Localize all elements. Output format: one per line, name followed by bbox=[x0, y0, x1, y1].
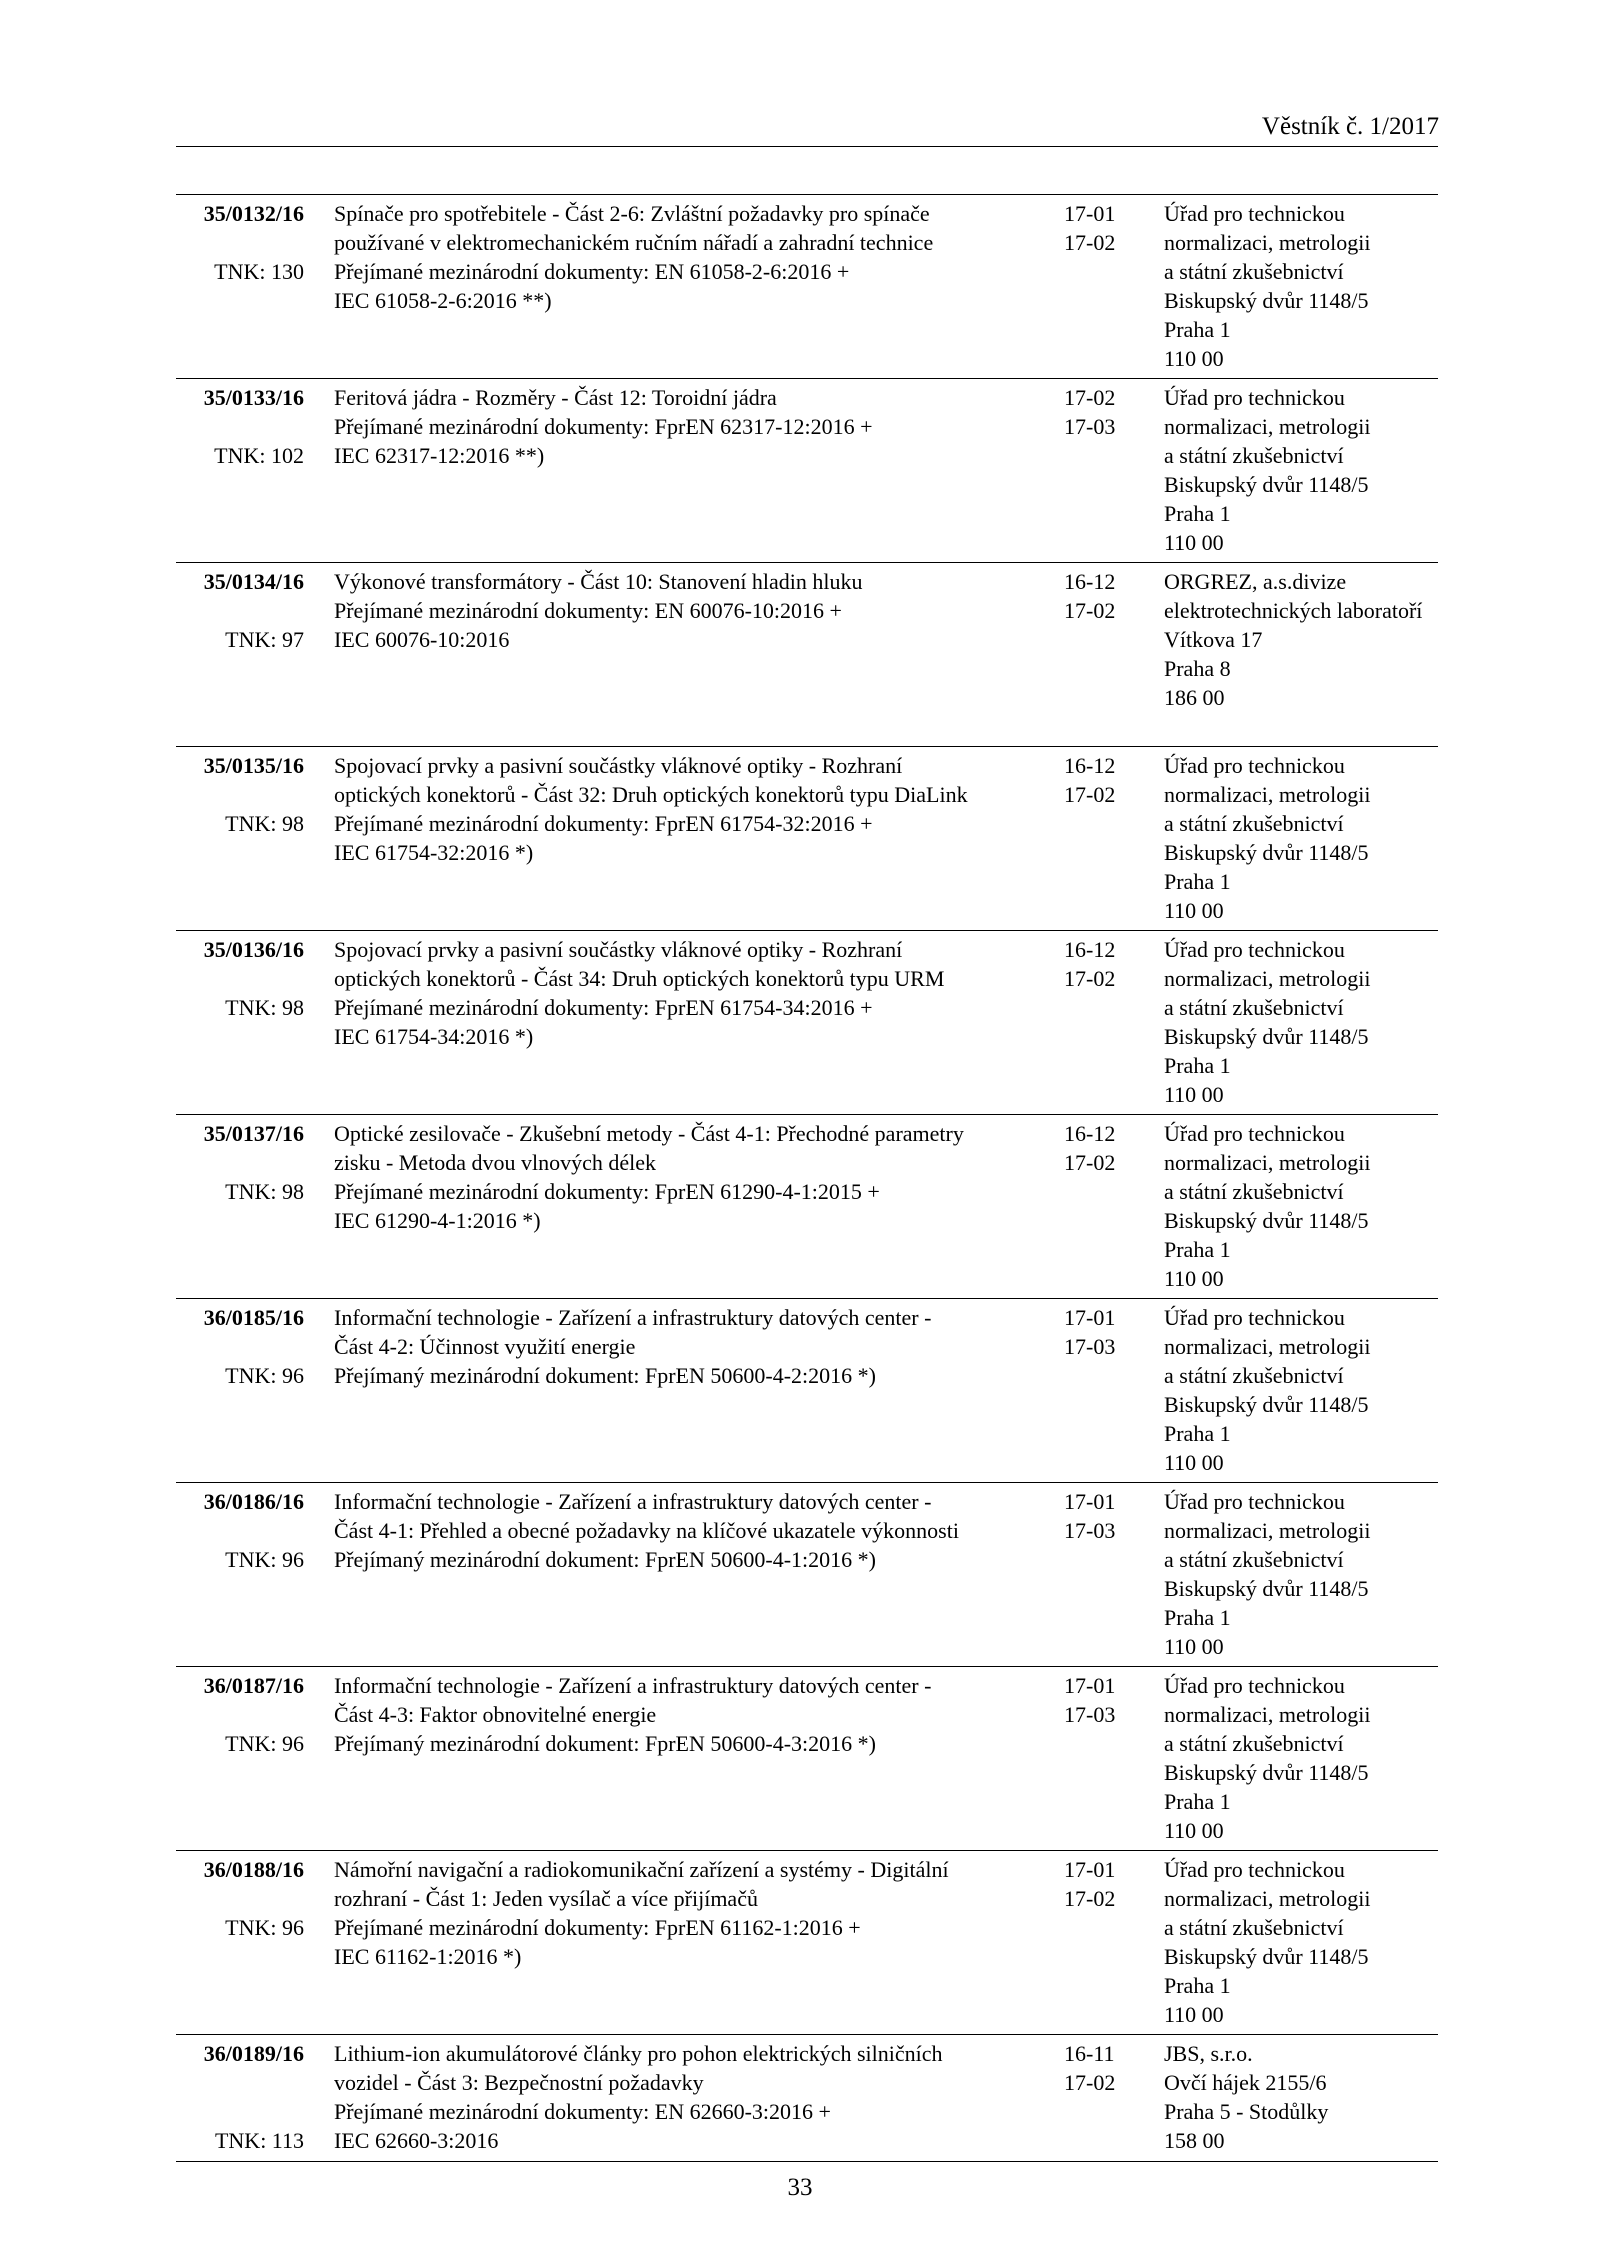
entry-address-line: Úřad pro technickou bbox=[1164, 937, 1345, 962]
entry-address-line: 110 00 bbox=[1164, 346, 1224, 371]
entry-address-line: Úřad pro technickou bbox=[1164, 1857, 1345, 1882]
entry-date: 16-12 bbox=[1064, 937, 1116, 962]
header-rule bbox=[176, 146, 1438, 147]
table-row bbox=[176, 1666, 1438, 1850]
entry-id-column bbox=[176, 751, 304, 836]
entry-address-line: Praha 1 bbox=[1164, 1421, 1231, 1446]
entry-title-line: zisku - Metoda dvou vlnových délek bbox=[334, 1150, 656, 1175]
entry-address bbox=[1164, 1119, 1438, 1293]
entry-title-line: Část 4-1: Přehled a obecné požadavky na klíčové ukazatele výkonnosti bbox=[334, 1518, 959, 1543]
entry-dates bbox=[1064, 383, 1134, 441]
entry-dates bbox=[1064, 199, 1134, 257]
entry-date: 16-11 bbox=[1064, 2041, 1115, 2066]
entry-date: 17-01 bbox=[1064, 1857, 1116, 1882]
entry-id-column bbox=[176, 1487, 304, 1572]
entry-address bbox=[1164, 1487, 1438, 1661]
entry-address-line: a státní zkušebnictví bbox=[1164, 259, 1344, 284]
entry-address-line: Biskupský dvůr 1148/5 bbox=[1164, 288, 1369, 313]
entry-number: 36/0189/16 bbox=[203, 2041, 304, 2066]
entry-title bbox=[334, 1671, 1034, 1758]
entry-title-line: Přejímaný mezinárodní dokument: FprEN 50600-4-2:2016 *) bbox=[334, 1363, 876, 1388]
entry-address-line: Biskupský dvůr 1148/5 bbox=[1164, 472, 1369, 497]
entry-address-line: normalizaci, metrologii bbox=[1164, 1334, 1371, 1359]
entry-date: 17-01 bbox=[1064, 201, 1116, 226]
entry-title bbox=[334, 2039, 1034, 2155]
entry-title-line: IEC 61754-34:2016 *) bbox=[334, 1024, 534, 1049]
entry-address-line: ORGREZ, a.s.divize bbox=[1164, 569, 1347, 594]
entry-address-line: 110 00 bbox=[1164, 1450, 1224, 1475]
entry-title-line: IEC 61058-2-6:2016 **) bbox=[334, 288, 552, 313]
table-row bbox=[176, 194, 1438, 378]
entry-address-line: a státní zkušebnictví bbox=[1164, 995, 1344, 1020]
entry-date: 17-01 bbox=[1064, 1673, 1116, 1698]
entry-id-column bbox=[176, 1303, 304, 1388]
entry-number: 35/0136/16 bbox=[203, 937, 304, 962]
entry-title-line: Přejímané mezinárodní dokumenty: EN 61058-2-6:2016 + bbox=[334, 259, 850, 284]
entry-dates bbox=[1064, 935, 1134, 993]
entry-address-line: a státní zkušebnictví bbox=[1164, 1731, 1344, 1756]
entry-title-line: IEC 61162-1:2016 *) bbox=[334, 1944, 522, 1969]
entry-title-line: Optické zesilovače - Zkušební metody - Část 4-1: Přechodné parametry bbox=[334, 1121, 964, 1146]
entry-date: 17-03 bbox=[1064, 1518, 1116, 1543]
entry-dates bbox=[1064, 751, 1134, 809]
entry-address-line: Biskupský dvůr 1148/5 bbox=[1164, 1576, 1369, 1601]
entry-title-line: Feritová jádra - Rozměry - Část 12: Toroidní jádra bbox=[334, 385, 777, 410]
entry-address-line: 158 00 bbox=[1164, 2128, 1225, 2153]
entry-title-line: Přejímané mezinárodní dokumenty: FprEN 61754-34:2016 + bbox=[334, 995, 873, 1020]
entry-id-column bbox=[176, 199, 304, 284]
entry-address-line: a státní zkušebnictví bbox=[1164, 1179, 1344, 1204]
entry-address bbox=[1164, 383, 1438, 557]
entry-address bbox=[1164, 199, 1438, 373]
entry-tnk: TNK: 96 bbox=[225, 1363, 304, 1388]
entry-title-line: Lithium-ion akumulátorové články pro pohon elektrických silničních bbox=[334, 2041, 943, 2066]
entry-title-line: Přejímané mezinárodní dokumenty: FprEN 61290-4-1:2015 + bbox=[334, 1179, 880, 1204]
entry-dates bbox=[1064, 1671, 1134, 1729]
entry-title-line: Přejímané mezinárodní dokumenty: FprEN 61754-32:2016 + bbox=[334, 811, 873, 836]
entry-tnk: TNK: 98 bbox=[225, 1179, 304, 1204]
entry-tnk: TNK: 102 bbox=[214, 443, 304, 468]
entry-title bbox=[334, 1119, 1034, 1235]
entry-date: 17-03 bbox=[1064, 1702, 1116, 1727]
entry-address-line: 110 00 bbox=[1164, 1818, 1224, 1843]
entry-address bbox=[1164, 1671, 1438, 1845]
entry-title-line: optických konektorů - Část 34: Druh optických konektorů typu URM bbox=[334, 966, 945, 991]
entry-address bbox=[1164, 2039, 1438, 2155]
entry-title-line: IEC 60076-10:2016 bbox=[334, 627, 510, 652]
entry-tnk: TNK: 113 bbox=[214, 2128, 304, 2153]
entry-tnk: TNK: 96 bbox=[225, 1547, 304, 1572]
entry-date: 17-02 bbox=[1064, 1150, 1116, 1175]
entry-title-line: IEC 61290-4-1:2016 *) bbox=[334, 1208, 541, 1233]
entry-address-line: Úřad pro technickou bbox=[1164, 1673, 1345, 1698]
entry-id-column bbox=[176, 2039, 304, 2153]
entry-address-line: elektrotechnických laboratoří bbox=[1164, 598, 1423, 623]
table-row bbox=[176, 562, 1438, 746]
entry-address-line: 110 00 bbox=[1164, 1266, 1224, 1291]
entry-date: 16-12 bbox=[1064, 1121, 1116, 1146]
entry-title-line: Výkonové transformátory - Část 10: Stanovení hladin hluku bbox=[334, 569, 863, 594]
entry-address-line: Biskupský dvůr 1148/5 bbox=[1164, 1392, 1369, 1417]
entry-title-line: Námořní navigační a radiokomunikační zařízení a systémy - Digitální bbox=[334, 1857, 949, 1882]
entry-number: 35/0137/16 bbox=[203, 1121, 304, 1146]
entry-title-line: Spojovací prvky a pasivní součástky vláknové optiky - Rozhraní bbox=[334, 937, 903, 962]
entry-address-line: normalizaci, metrologii bbox=[1164, 1518, 1371, 1543]
entry-number: 35/0132/16 bbox=[203, 201, 304, 226]
entry-number: 35/0134/16 bbox=[203, 569, 304, 594]
entry-title-line: Informační technologie - Zařízení a infrastruktury datových center - bbox=[334, 1673, 932, 1698]
entry-date: 17-02 bbox=[1064, 782, 1116, 807]
entry-address-line: Biskupský dvůr 1148/5 bbox=[1164, 1944, 1369, 1969]
entry-address-line: 186 00 bbox=[1164, 685, 1225, 710]
entry-address-line: Praha 8 bbox=[1164, 656, 1231, 681]
entry-title-line: Přejímané mezinárodní dokumenty: FprEN 61162-1:2016 + bbox=[334, 1915, 861, 1940]
entry-date: 17-02 bbox=[1064, 598, 1116, 623]
entry-address-line: a státní zkušebnictví bbox=[1164, 1547, 1344, 1572]
entry-dates bbox=[1064, 1487, 1134, 1545]
entry-id-column bbox=[176, 1119, 304, 1204]
entry-title bbox=[334, 1855, 1034, 1971]
entry-address-line: normalizaci, metrologii bbox=[1164, 1702, 1371, 1727]
entry-address bbox=[1164, 751, 1438, 925]
entry-address-line: normalizaci, metrologii bbox=[1164, 966, 1371, 991]
entry-address-line: a státní zkušebnictví bbox=[1164, 443, 1344, 468]
entry-address-line: Praha 1 bbox=[1164, 1605, 1231, 1630]
entry-title-line: optických konektorů - Část 32: Druh optických konektorů typu DiaLink bbox=[334, 782, 968, 807]
entry-dates bbox=[1064, 1119, 1134, 1177]
entry-title bbox=[334, 1303, 1034, 1390]
entry-id-column bbox=[176, 567, 304, 652]
entry-address-line: Praha 1 bbox=[1164, 1053, 1231, 1078]
entry-address-line: Biskupský dvůr 1148/5 bbox=[1164, 1208, 1369, 1233]
entry-address-line: Praha 5 - Stodůlky bbox=[1164, 2099, 1329, 2124]
entry-title-line: Přejímané mezinárodní dokumenty: EN 60076-10:2016 + bbox=[334, 598, 842, 623]
entry-address-line: 110 00 bbox=[1164, 898, 1224, 923]
entry-address-line: Úřad pro technickou bbox=[1164, 1489, 1345, 1514]
entry-date: 17-01 bbox=[1064, 1489, 1116, 1514]
entry-title-line: IEC 62660-3:2016 bbox=[334, 2128, 499, 2153]
entry-address-line: normalizaci, metrologii bbox=[1164, 1886, 1371, 1911]
standards-table bbox=[176, 194, 1438, 2162]
entry-date: 17-01 bbox=[1064, 1305, 1116, 1330]
entry-title-line: Přejímaný mezinárodní dokument: FprEN 50600-4-3:2016 *) bbox=[334, 1731, 876, 1756]
entry-address bbox=[1164, 1303, 1438, 1477]
entry-address-line: 110 00 bbox=[1164, 1634, 1224, 1659]
entry-address-line: normalizaci, metrologii bbox=[1164, 1150, 1371, 1175]
entry-tnk: TNK: 96 bbox=[225, 1915, 304, 1940]
entry-address bbox=[1164, 567, 1438, 712]
table-row bbox=[176, 1114, 1438, 1298]
entry-address-line: Biskupský dvůr 1148/5 bbox=[1164, 840, 1369, 865]
entry-tnk: TNK: 130 bbox=[214, 259, 304, 284]
entry-address-line: 110 00 bbox=[1164, 1082, 1224, 1107]
entry-address-line: Úřad pro technickou bbox=[1164, 201, 1345, 226]
entry-title-line: Část 4-2: Účinnost využití energie bbox=[334, 1334, 636, 1359]
entry-address-line: Úřad pro technickou bbox=[1164, 1121, 1345, 1146]
entry-dates bbox=[1064, 2039, 1134, 2097]
entry-title-line: rozhraní - Část 1: Jeden vysílač a více přijímačů bbox=[334, 1886, 758, 1911]
entry-date: 17-02 bbox=[1064, 385, 1116, 410]
entry-dates bbox=[1064, 1303, 1134, 1361]
entry-address-line: Praha 1 bbox=[1164, 1789, 1231, 1814]
entry-title bbox=[334, 199, 1034, 315]
entry-number: 35/0135/16 bbox=[203, 753, 304, 778]
entry-id-column bbox=[176, 935, 304, 1020]
entry-address-line: Úřad pro technickou bbox=[1164, 385, 1345, 410]
entry-address-line: a státní zkušebnictví bbox=[1164, 811, 1344, 836]
entry-title-line: Spínače pro spotřebitele - Část 2-6: Zvláštní požadavky pro spínače bbox=[334, 201, 930, 226]
entry-number: 35/0133/16 bbox=[203, 385, 304, 410]
entry-title-line: Přejímaný mezinárodní dokument: FprEN 50600-4-1:2016 *) bbox=[334, 1547, 876, 1572]
entry-address-line: a státní zkušebnictví bbox=[1164, 1915, 1344, 1940]
entry-address-line: Praha 1 bbox=[1164, 317, 1231, 342]
entry-title-line: Informační technologie - Zařízení a infrastruktury datových center - bbox=[334, 1305, 932, 1330]
entry-address-line: a státní zkušebnictví bbox=[1164, 1363, 1344, 1388]
entry-address-line: Vítkova 17 bbox=[1164, 627, 1263, 652]
page-number: 33 bbox=[787, 2174, 813, 2201]
entry-address bbox=[1164, 935, 1438, 1109]
entry-address-line: Úřad pro technickou bbox=[1164, 753, 1345, 778]
entry-address-line: normalizaci, metrologii bbox=[1164, 782, 1371, 807]
entry-address-line: Úřad pro technickou bbox=[1164, 1305, 1345, 1330]
entry-title-line: Přejímané mezinárodní dokumenty: EN 62660-3:2016 + bbox=[334, 2099, 831, 2124]
entry-number: 36/0188/16 bbox=[203, 1857, 304, 1882]
entry-title-line: IEC 61754-32:2016 *) bbox=[334, 840, 534, 865]
entry-address-line: 110 00 bbox=[1164, 2002, 1224, 2027]
entry-id-column bbox=[176, 1855, 304, 1940]
entry-title bbox=[334, 383, 1034, 470]
entry-address-line: Biskupský dvůr 1148/5 bbox=[1164, 1024, 1369, 1049]
table-row bbox=[176, 746, 1438, 930]
entry-number: 36/0187/16 bbox=[203, 1673, 304, 1698]
entry-address-line: Praha 1 bbox=[1164, 1973, 1231, 1998]
entry-date: 17-02 bbox=[1064, 2070, 1116, 2095]
entry-address-line: Praha 1 bbox=[1164, 869, 1231, 894]
table-row bbox=[176, 378, 1438, 562]
entry-dates bbox=[1064, 1855, 1134, 1913]
entry-title-line: používané v elektromechanickém ručním nářadí a zahradní technice bbox=[334, 230, 934, 255]
entry-dates bbox=[1064, 567, 1134, 625]
entry-title-line: IEC 62317-12:2016 **) bbox=[334, 443, 545, 468]
journal-title: Věstník č. 1/2017 bbox=[1261, 113, 1439, 140]
entry-id-column bbox=[176, 383, 304, 468]
entry-address-line: Praha 1 bbox=[1164, 1237, 1231, 1262]
entry-title bbox=[334, 751, 1034, 867]
entry-address-line: Ovčí hájek 2155/6 bbox=[1164, 2070, 1327, 2095]
entry-date: 17-02 bbox=[1064, 966, 1116, 991]
entry-title-line: Informační technologie - Zařízení a infrastruktury datových center - bbox=[334, 1489, 932, 1514]
entry-tnk: TNK: 98 bbox=[225, 995, 304, 1020]
table-row bbox=[176, 1298, 1438, 1482]
entry-date: 16-12 bbox=[1064, 569, 1116, 594]
entry-date: 17-03 bbox=[1064, 1334, 1116, 1359]
entry-number: 36/0186/16 bbox=[203, 1489, 304, 1514]
entry-date: 17-03 bbox=[1064, 414, 1116, 439]
entry-title-line: Přejímané mezinárodní dokumenty: FprEN 62317-12:2016 + bbox=[334, 414, 873, 439]
entry-address-line: Biskupský dvůr 1148/5 bbox=[1164, 1760, 1369, 1785]
entry-date: 17-02 bbox=[1064, 230, 1116, 255]
entry-address-line: Praha 1 bbox=[1164, 501, 1231, 526]
entry-address-line: JBS, s.r.o. bbox=[1164, 2041, 1253, 2066]
entry-title-line: Spojovací prvky a pasivní součástky vláknové optiky - Rozhraní bbox=[334, 753, 903, 778]
entry-title bbox=[334, 935, 1034, 1051]
entry-date: 17-02 bbox=[1064, 1886, 1116, 1911]
entry-tnk: TNK: 97 bbox=[225, 627, 304, 652]
entry-title bbox=[334, 567, 1034, 654]
entry-address bbox=[1164, 1855, 1438, 2029]
table-row bbox=[176, 1482, 1438, 1666]
entry-tnk: TNK: 96 bbox=[225, 1731, 304, 1756]
entry-number: 36/0185/16 bbox=[203, 1305, 304, 1330]
table-row bbox=[176, 1850, 1438, 2034]
table-row bbox=[176, 2034, 1438, 2162]
entry-address-line: normalizaci, metrologii bbox=[1164, 230, 1371, 255]
entry-tnk: TNK: 98 bbox=[225, 811, 304, 836]
entry-id-column bbox=[176, 1671, 304, 1756]
entry-address-line: 110 00 bbox=[1164, 530, 1224, 555]
table-row bbox=[176, 930, 1438, 1114]
entry-date: 16-12 bbox=[1064, 753, 1116, 778]
entry-title bbox=[334, 1487, 1034, 1574]
entry-address-line: normalizaci, metrologii bbox=[1164, 414, 1371, 439]
entry-title-line: Část 4-3: Faktor obnovitelné energie bbox=[334, 1702, 657, 1727]
entry-title-line: vozidel - Část 3: Bezpečnostní požadavky bbox=[334, 2070, 704, 2095]
